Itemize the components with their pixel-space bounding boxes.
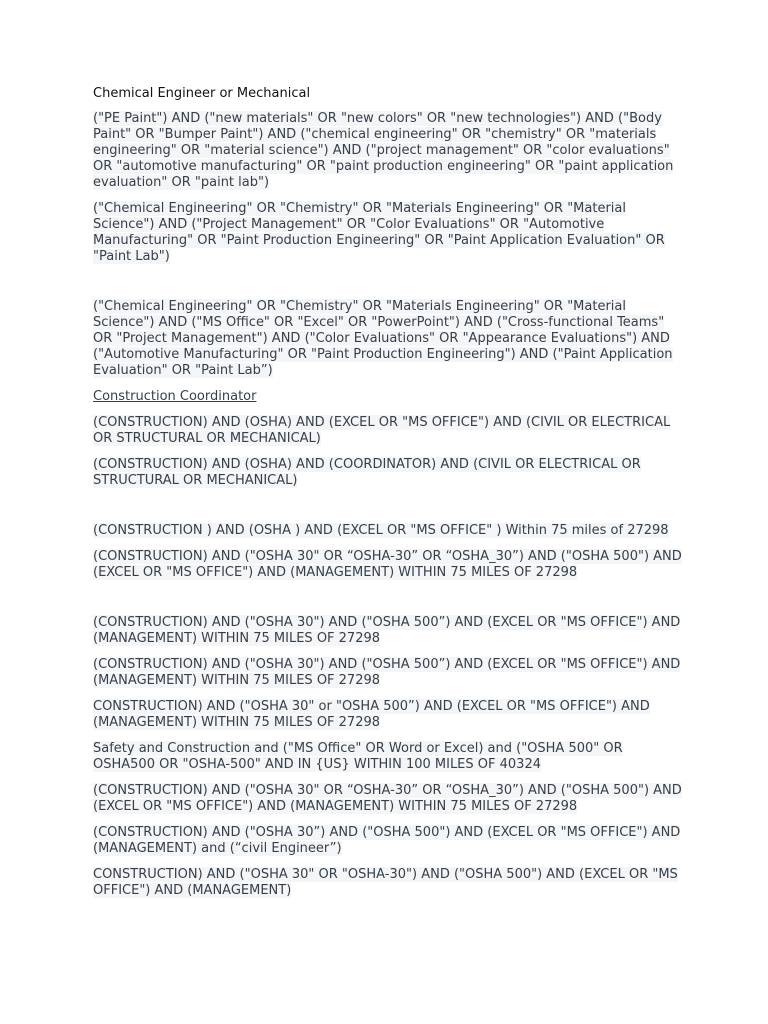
spacer — [93, 499, 683, 523]
query-text: (CONSTRUCTION ) AND (OSHA ) AND (EXCEL OR "MS OFFICE" ) Within 75 miles of 27298 — [93, 523, 669, 538]
query-text: (CONSTRUCTION) AND ("OSHA 30" OR “OSHA-30” OR “OSHA_30”) AND ("OSHA 500") AND (EXCEL OR "MS OFFICE") AND (MANAGEMENT) WITHIN 75 MILES OF 27298 — [93, 549, 682, 580]
document-content — [93, 86, 683, 909]
paragraph-construction-query-3 — [93, 523, 683, 539]
page-title: Chemical Engineer or Mechanical — [93, 86, 311, 101]
paragraph-construction-query-1 — [93, 415, 683, 447]
paragraph-safety-construction-query — [93, 741, 683, 773]
spacer — [93, 275, 683, 299]
query-text: Safety and Construction and ("MS Office" OR Word or Excel) and ("OSHA 500" OR OSHA500 OR "OSHA-500" AND IN {US} WITHIN 100 MILES OF 40324 — [93, 741, 623, 772]
query-text: (CONSTRUCTION) AND (OSHA) AND (EXCEL OR "MS OFFICE") AND (CIVIL OR ELECTRICAL OR STRUCTURAL OR MECHANICAL) — [93, 415, 671, 446]
paragraph-chemical-engineering-ms-office-query — [93, 299, 683, 379]
paragraph-construction-query-5 — [93, 615, 683, 647]
query-text: (CONSTRUCTION) AND ("OSHA 30") AND ("OSHA 500”) AND (EXCEL OR "MS OFFICE") AND (MANAGEMENT) WITHIN 75 MILES OF 27298 — [93, 657, 681, 688]
paragraph-pe-paint-query — [93, 111, 683, 191]
paragraph-construction-query-10 — [93, 867, 683, 899]
paragraph-construction-query-2 — [93, 457, 683, 489]
paragraph-construction-query-6 — [93, 657, 683, 689]
spacer — [93, 591, 683, 615]
query-text: ("PE Paint") AND ("new materials" OR "new colors" OR "new technologies") AND ("Body Paint" OR "Bumper Paint") AND ("chemical engineering" OR "chemistry" OR "materials engineering" OR "material science") AND ("project management" OR "color evaluations" OR "automotive manufacturing" OR "paint production engineering" OR "paint application evaluation" OR "paint lab") — [93, 111, 674, 190]
query-text: CONSTRUCTION) AND ("OSHA 30" or "OSHA 500”) AND (EXCEL OR "MS OFFICE") AND (MANAGEMENT) WITHIN 75 MILES OF 27298 — [93, 699, 650, 730]
paragraph-chemical-engineering-query — [93, 201, 683, 265]
query-text: CONSTRUCTION) AND ("OSHA 30" OR "OSHA-30") AND ("OSHA 500") AND (EXCEL OR "MS OFFICE") AND (MANAGEMENT) — [93, 867, 678, 898]
query-text: ("Chemical Engineering" OR "Chemistry" OR "Materials Engineering" OR "Material Science") AND ("MS Office" OR "Excel" OR "PowerPoint") AND ("Cross-functional Teams" OR "Project Management") AND ("Color Evaluations" OR "Appearance Evaluations") AND ("Automotive Manufacturing" OR "Paint Production Engineering") AND ("Paint Application Evaluation" OR "Paint Lab”) — [93, 299, 673, 378]
paragraph-construction-query-8 — [93, 783, 683, 815]
paragraph-construction-query-4 — [93, 549, 683, 581]
query-text: (CONSTRUCTION) AND (OSHA) AND (COORDINATOR) AND (CIVIL OR ELECTRICAL OR STRUCTURAL OR MECHANICAL) — [93, 457, 641, 488]
query-text: (CONSTRUCTION) AND ("OSHA 30”) AND ("OSHA 500") AND (EXCEL OR "MS OFFICE") AND (MANAGEMENT) and (“civil Engineer”) — [93, 825, 681, 856]
query-text: ("Chemical Engineering" OR "Chemistry" OR "Materials Engineering" OR "Material Science") AND ("Project Management" OR "Color Evaluations" OR "Automotive Manufacturing" OR "Paint Production Engineering" OR "Paint Application Evaluation" OR "Paint Lab") — [93, 201, 665, 264]
section-heading-construction-coordinator: Construction Coordinator — [93, 389, 257, 404]
paragraph-construction-query-9 — [93, 825, 683, 857]
paragraph-construction-query-7 — [93, 699, 683, 731]
query-text: (CONSTRUCTION) AND ("OSHA 30" OR “OSHA-30” OR “OSHA_30”) AND ("OSHA 500") AND (EXCEL OR "MS OFFICE") AND (MANAGEMENT) WITHIN 75 MILES OF 27298 — [93, 783, 682, 814]
query-text: (CONSTRUCTION) AND ("OSHA 30") AND ("OSHA 500”) AND (EXCEL OR "MS OFFICE") AND (MANAGEMENT) WITHIN 75 MILES OF 27298 — [93, 615, 681, 646]
